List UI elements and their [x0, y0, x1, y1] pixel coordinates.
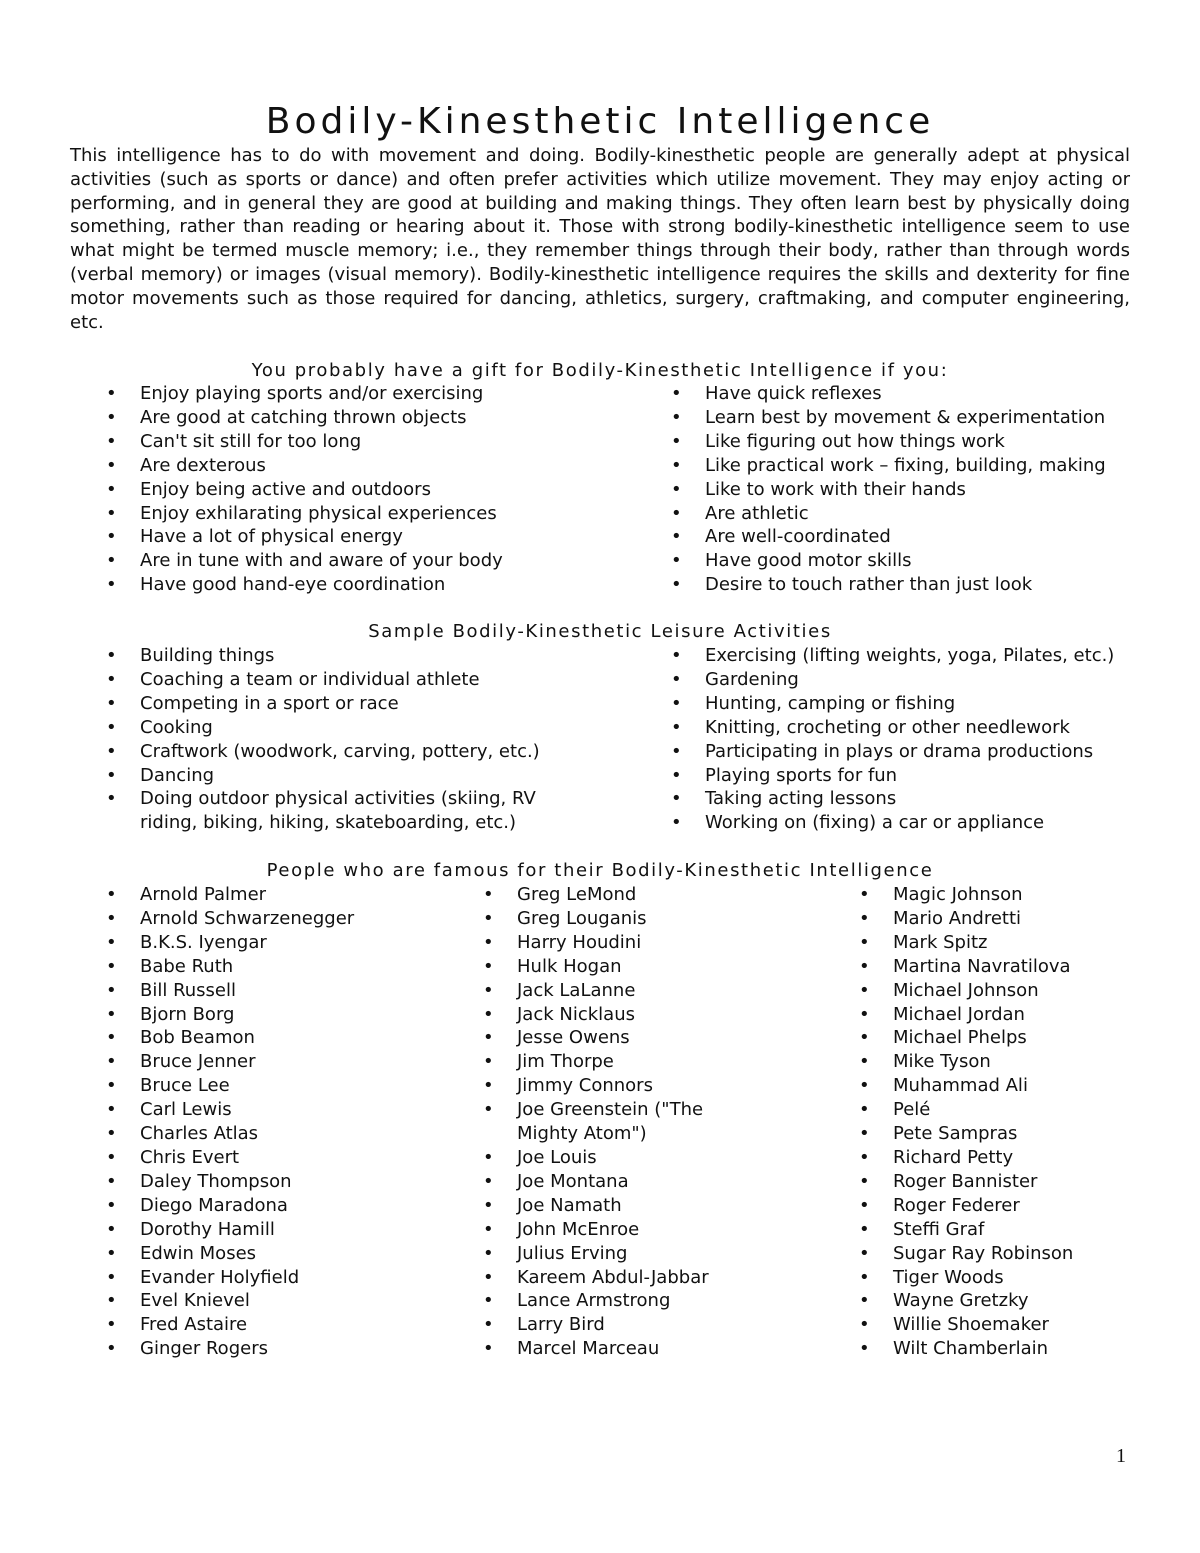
list-item: • B.K.S. Iyengar [70, 931, 440, 955]
list-item: • Like figuring out how things work [635, 430, 1195, 454]
list-item: • Are good at catching thrown objects [70, 406, 630, 430]
list-item: • Pelé [823, 1098, 1183, 1122]
list-item: • Enjoy exhilarating physical experiences [70, 502, 630, 526]
page-number: 1 [1116, 1445, 1126, 1467]
list-item: • Joe Namath [447, 1194, 767, 1218]
list-item: • Competing in a sport or race [70, 692, 580, 716]
list-item: • Like to work with their hands [635, 478, 1195, 502]
list-item: • Martina Navratilova [823, 955, 1183, 979]
list-item: • Hulk Hogan [447, 955, 767, 979]
people-list-col2 [447, 883, 767, 1361]
list-item: • Wilt Chamberlain [823, 1337, 1183, 1361]
list-item: • John McEnroe [447, 1218, 767, 1242]
list-item: • Taking acting lessons [635, 787, 1195, 811]
list-item: • Roger Federer [823, 1194, 1183, 1218]
list-item: • Carl Lewis [70, 1098, 440, 1122]
list-item: • Learn best by movement & experimentation [635, 406, 1195, 430]
list-item: • Ginger Rogers [70, 1337, 440, 1361]
list-item: • Are in tune with and aware of your body [70, 549, 630, 573]
list-item: • Have good hand-eye coordination [70, 573, 630, 597]
list-item: • Michael Jordan [823, 1003, 1183, 1027]
list-item: • Dorothy Hamill [70, 1218, 440, 1242]
list-item: • Magic Johnson [823, 883, 1183, 907]
list-item: • Evel Knievel [70, 1289, 440, 1313]
intro-paragraph: This intelligence has to do with movement and doing. Bodily-kinesthetic people are generally adept at physical activities (such as sports or dance) and often prefer activities which utilize movement. They may enjoy acting or performing, and in general they are good at building and making things. They often learn best by physically doing something, rather than reading or hearing about it. Those with strong bodily-kinesthetic intelligence seem to use what might be termed muscle memory; i.e., they remember things through their body, rather than through words (verbal memory) or images (visual memory). Bodily-kinesthetic intelligence requires the skills and dexterity for fine motor movements such as those required for dancing, athletics, surgery, craftmaking, and computer engineering, etc. [70, 145, 1130, 333]
list-item: • Charles Atlas [70, 1122, 440, 1146]
list-item: • Have good motor skills [635, 549, 1195, 573]
list-item: • Joe Greenstein ("The Mighty Atom") [447, 1098, 767, 1146]
list-item: • Like practical work – fixing, building, making [635, 454, 1195, 478]
list-item: • Exercising (lifting weights, yoga, Pilates, etc.) [635, 644, 1195, 668]
list-item: • Have a lot of physical energy [70, 525, 630, 549]
list-item: • Mike Tyson [823, 1050, 1183, 1074]
traits-heading: You probably have a gift for Bodily-Kinesthetic Intelligence if you: [251, 360, 949, 381]
list-item: • Working on (fixing) a car or appliance [635, 811, 1195, 835]
list-item: • Roger Bannister [823, 1170, 1183, 1194]
list-item: • Dancing [70, 764, 580, 788]
list-item: • Pete Sampras [823, 1122, 1183, 1146]
list-item: • Enjoy playing sports and/or exercising [70, 382, 630, 406]
list-item: • Bjorn Borg [70, 1003, 440, 1027]
activities-list-right [635, 644, 1195, 835]
list-item: • Enjoy being active and outdoors [70, 478, 630, 502]
list-item: • Have quick reflexes [635, 382, 1195, 406]
list-item: • Can't sit still for too long [70, 430, 630, 454]
list-item: • Jesse Owens [447, 1026, 767, 1050]
list-item: • Jack Nicklaus [447, 1003, 767, 1027]
list-item: • Mario Andretti [823, 907, 1183, 931]
list-item: • Desire to touch rather than just look [635, 573, 1195, 597]
list-item: • Joe Louis [447, 1146, 767, 1170]
list-item: • Muhammad Ali [823, 1074, 1183, 1098]
list-item: • Tiger Woods [823, 1266, 1183, 1290]
list-item: • Doing outdoor physical activities (skiing, RV riding, biking, hiking, skateboarding, etc.) [70, 787, 580, 835]
list-item: • Michael Phelps [823, 1026, 1183, 1050]
list-item: • Knitting, crocheting or other needlework [635, 716, 1195, 740]
list-item: • Kareem Abdul-Jabbar [447, 1266, 767, 1290]
people-list-col1 [70, 883, 440, 1361]
activities-list-left [70, 644, 580, 835]
list-item: • Participating in plays or drama productions [635, 740, 1195, 764]
list-item: • Bruce Lee [70, 1074, 440, 1098]
list-item: • Evander Holyfield [70, 1266, 440, 1290]
list-item: • Playing sports for fun [635, 764, 1195, 788]
list-item: • Are well-coordinated [635, 525, 1195, 549]
list-item: • Hunting, camping or fishing [635, 692, 1195, 716]
list-item: • Greg Louganis [447, 907, 767, 931]
list-item: • Arnold Palmer [70, 883, 440, 907]
people-heading: People who are famous for their Bodily-Kinesthetic Intelligence [266, 860, 934, 881]
list-item: • Jim Thorpe [447, 1050, 767, 1074]
list-item: • Arnold Schwarzenegger [70, 907, 440, 931]
activities-heading: Sample Bodily-Kinesthetic Leisure Activities [368, 621, 832, 642]
list-item: • Harry Houdini [447, 931, 767, 955]
list-item: • Fred Astaire [70, 1313, 440, 1337]
list-item: • Marcel Marceau [447, 1337, 767, 1361]
list-item: • Bob Beamon [70, 1026, 440, 1050]
list-item: • Gardening [635, 668, 1195, 692]
list-item: • Jimmy Connors [447, 1074, 767, 1098]
list-item: • Lance Armstrong [447, 1289, 767, 1313]
traits-list-right [635, 382, 1195, 597]
list-item: • Building things [70, 644, 580, 668]
list-item: • Bruce Jenner [70, 1050, 440, 1074]
list-item: • Daley Thompson [70, 1170, 440, 1194]
list-item: • Larry Bird [447, 1313, 767, 1337]
list-item: • Richard Petty [823, 1146, 1183, 1170]
list-item: • Greg LeMond [447, 883, 767, 907]
list-item: • Coaching a team or individual athlete [70, 668, 580, 692]
people-list-col3 [823, 883, 1183, 1361]
list-item: • Mark Spitz [823, 931, 1183, 955]
list-item: • Diego Maradona [70, 1194, 440, 1218]
page-title: Bodily-Kinesthetic Intelligence [265, 101, 935, 143]
list-item: • Are athletic [635, 502, 1195, 526]
list-item: • Are dexterous [70, 454, 630, 478]
list-item: • Jack LaLanne [447, 979, 767, 1003]
list-item: • Chris Evert [70, 1146, 440, 1170]
traits-list-left [70, 382, 630, 597]
list-item: • Wayne Gretzky [823, 1289, 1183, 1313]
list-item: • Sugar Ray Robinson [823, 1242, 1183, 1266]
list-item: • Michael Johnson [823, 979, 1183, 1003]
list-item: • Julius Erving [447, 1242, 767, 1266]
list-item: • Willie Shoemaker [823, 1313, 1183, 1337]
list-item: • Craftwork (woodwork, carving, pottery, etc.) [70, 740, 580, 764]
list-item: • Steffi Graf [823, 1218, 1183, 1242]
list-item: • Edwin Moses [70, 1242, 440, 1266]
list-item: • Cooking [70, 716, 580, 740]
list-item: • Joe Montana [447, 1170, 767, 1194]
list-item: • Babe Ruth [70, 955, 440, 979]
list-item: • Bill Russell [70, 979, 440, 1003]
